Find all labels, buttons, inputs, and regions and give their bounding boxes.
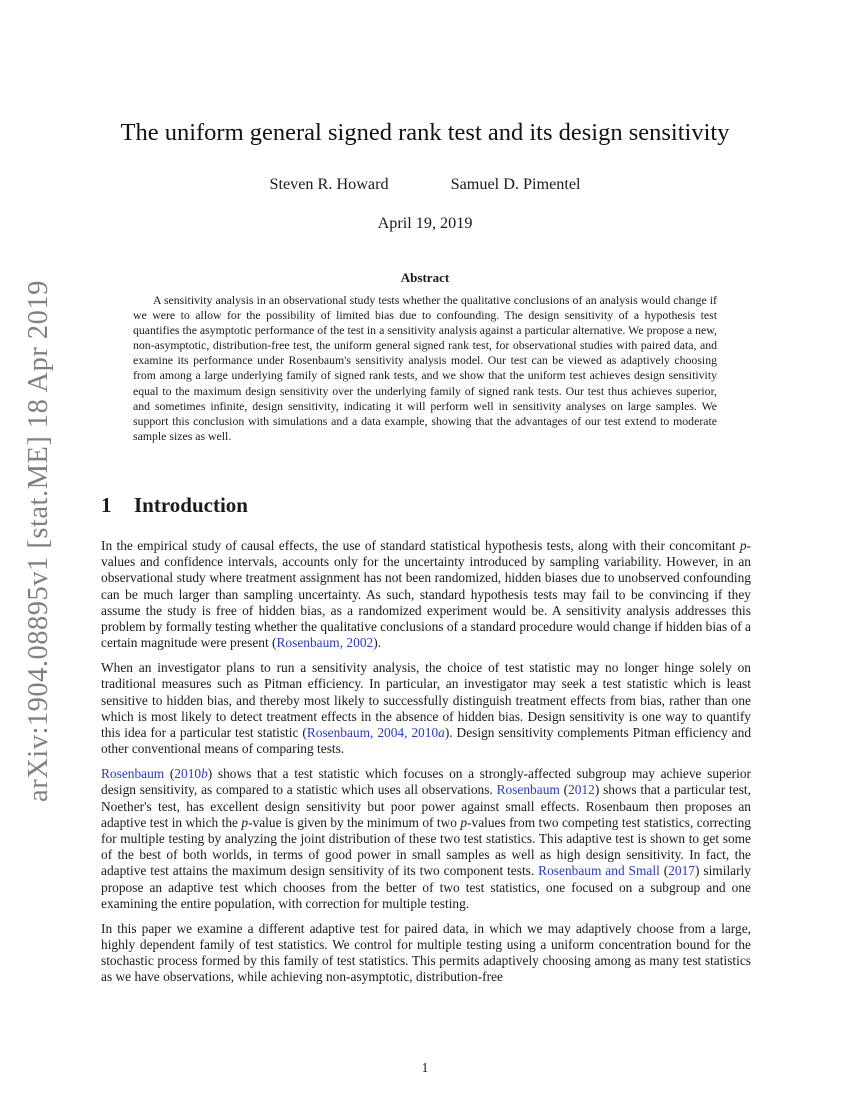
citation-link[interactable]: Rosenbaum, 2004, 2010a [306, 725, 445, 741]
arxiv-identifier: arXiv:1904.08895v1 [stat.ME] 18 Apr 2019 [23, 280, 54, 802]
citation-link[interactable]: Rosenbaum [101, 766, 165, 782]
paragraph: Rosenbaum (2010b) shows that a test statistic which focuses on a strongly-affected subgroup may achieve superior design sensitivity, as compared to a statistic which uses all observations. Rosenbaum (2012) shows that a particular test, Noether's test, has excellent design sensitivity but poor power against small effects. Rosenbaum then proposes an adaptive test in which the p-value is given by the minimum of two p-values from two competing test statistics, correcting for multiple testing by analyzing the joint distribution of these two test statistics. This adaptive test is shown to get some of the best of both worlds, in terms of good power in small samples as well as high design sensitivity. In fact, the adaptive test attains the maximum design sensitivity of its two component tests. Rosenbaum and Small (2017) similarly propose an adaptive test which chooses from the better of two test statistics, one focused on a subgroup and one examining the entire population, with correction for multiple testing. [101, 766, 751, 911]
citation-link[interactable]: Rosenbaum [496, 782, 560, 798]
citation-link[interactable]: Rosenbaum and Small [538, 863, 660, 879]
arxiv-stamp [23, 280, 54, 802]
section-title: Introduction [134, 493, 248, 517]
paragraph: In this paper we examine a different adaptive test for paired data, in which we may adaptively choose from a large, highly dependent family of test statistics. We control for multiple testing using a uniform concentration bound for the stochastic process formed by this family of test statistics. This permits adaptively choosing among as many test statistics as we have observations, while achieving non-asymptotic, distribution-free [101, 920, 751, 985]
author-list [0, 175, 850, 194]
author-name: Samuel D. Pimentel [450, 175, 581, 193]
paper-date: April 19, 2019 [377, 214, 473, 232]
body-text [101, 538, 751, 994]
citation-link[interactable]: Rosenbaum, 2002 [276, 635, 374, 651]
author-name: Steven R. Howard [269, 175, 389, 193]
paragraph: When an investigator plans to run a sensitivity analysis, the choice of test statistic may no longer hinge solely on traditional measures such as Pitman efficiency. In particular, an investigator may seek a test statistic which is least sensitive to hidden bias, and thereby most likely to successfully distinguish treatment effects from bias, rather than one which is most likely to detect treatment effects in the absence of hidden bias. Design sensitivity is one way to quantify this idea for a particular test statistic (Rosenbaum, 2004, 2010a). Design sensitivity complements Pitman efficiency and other conventional means of comparing tests. [101, 660, 752, 757]
section-heading [101, 493, 248, 518]
citation-link[interactable]: 2017 [668, 863, 695, 879]
citation-link[interactable]: 2010b [174, 766, 208, 782]
abstract-heading: Abstract [400, 270, 450, 285]
paragraph: In the empirical study of causal effects, the use of standard statistical hypothesis tests, along with their concomitant p-values and confidence intervals, accounts only for the uncertainty introduced by sampling variability. However, in an observational study where treatment assignment has not been randomized, hidden biases due to unobserved confounding can be much larger than sampling uncertainty. As such, standard hypothesis tests may fail to be convincing if they assume the study is free of hidden bias, as a randomized experiment would be. A sensitivity analysis addresses this problem by formally testing whether the qualitative conclusions of a standard procedure would change if hidden bias of a certain magnitude were present (Rosenbaum, 2002). [101, 538, 751, 651]
paper-title: The uniform general signed rank test and its design sensitivity [120, 119, 730, 146]
citation-link[interactable]: 2012 [568, 782, 595, 798]
abstract-text: A sensitivity analysis in an observational study tests whether the qualitative conclusions of an analysis would change if we were to allow for the possibility of limited bias due to confounding. The design sensitivity of a hypothesis test quantifies the asymptotic performance of the test in a sensitivity analysis against a particular alternative. We propose a new, non-asymptotic, distribution-free test, the uniform general signed rank test, for observational studies with paired data, and examine its performance under Rosenbaum's sensitivity analysis model. Our test can be viewed as adaptively choosing from among a large underlying family of signed rank tests, and we show that the uniform test achieves design sensitivity equal to the maximum design sensitivity over the underlying family of signed rank tests. Our test thus achieves superior, and sometimes infinite, design sensitivity, indicating it will perform well in sensitivity analyses on large samples. We support this conclusion with simulations and a data example, showing that the advantages of our test extend to moderate sample sizes as well. [133, 293, 717, 443]
page-number: 1 [421, 1060, 429, 1075]
section-number: 1 [101, 493, 112, 517]
